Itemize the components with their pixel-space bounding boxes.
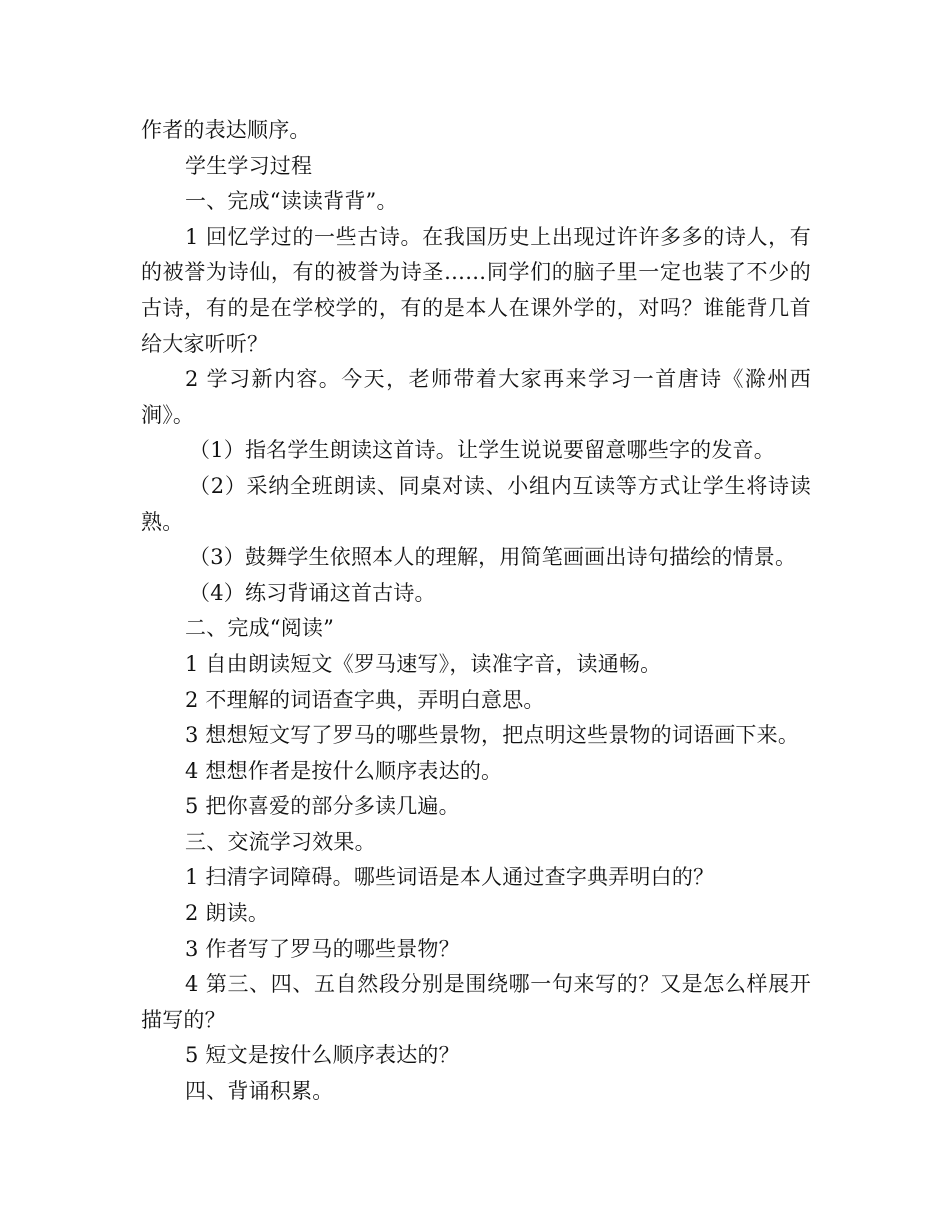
paragraph-item-2-5: 5 把你喜爱的部分多读几遍。 xyxy=(185,794,460,819)
section-heading-3: 三、交流学习效果。 xyxy=(185,829,376,854)
paragraph-subitem-2: （2）采纳全班朗读、同桌对读、小组内互读等方式让学生将诗读熟。 xyxy=(141,473,811,534)
paragraph-item-1-1: 1 回忆学过的一些古诗。在我国历史上出现过许许多多的诗人，有的被誉为诗仙，有的被誉为诗圣……同学们的脑子里一定也装了不少的古诗，有的是在学校学的，有的是本人在课外学的，对吗？谁能背几首给大家听听？ xyxy=(141,224,811,356)
paragraph-continuation: 作者的表达顺序。 xyxy=(141,118,311,142)
paragraph-item-3-4: 4 第三、四、五自然段分别是围绕哪一句来写的？又是怎么样展开描写的？ xyxy=(141,972,811,1032)
paragraph-item-2-2: 2 不理解的词语查字典，弄明白意思。 xyxy=(185,687,545,712)
paragraph-item-3-1: 1 扫清字词障碍。哪些词语是本人通过查字典弄明白的？ xyxy=(185,865,715,890)
paragraph-item-2-1: 1 自由朗读短文《罗马速写》，读准字音，读通畅。 xyxy=(185,651,662,676)
section-heading-1: 一、完成“读读背背”。 xyxy=(185,189,398,214)
paragraph-item-2-4: 4 想想作者是按什么顺序表达的。 xyxy=(185,758,503,783)
paragraph-item-2-3: 3 想想短文写了罗马的哪些景物，把点明这些景物的词语画下来。 xyxy=(185,723,800,748)
paragraph-subitem-3: （3）鼓舞学生依照本人的理解，用简笔画画出诗句描绘的情景。 xyxy=(189,545,797,570)
document-body xyxy=(141,113,811,1110)
section-heading-2: 二、完成“阅读” xyxy=(185,616,335,641)
paragraph-subitem-4: （4）练习背诵这首古诗。 xyxy=(189,580,436,605)
section-heading-student-process: 学生学习过程 xyxy=(185,153,313,178)
paragraph-item-3-2: 2 朗读。 xyxy=(185,901,270,926)
paragraph-item-3-5: 5 短文是按什么顺序表达的？ xyxy=(185,1043,460,1068)
paragraph-subitem-1: （1）指名学生朗读这首诗。让学生说说要留意哪些字的发音。 xyxy=(189,438,775,463)
paragraph-item-1-2: 2 学习新内容。今天，老师带着大家再来学习一首唐诗《滁州西涧》。 xyxy=(141,367,811,427)
paragraph-item-3-3: 3 作者写了罗马的哪些景物？ xyxy=(185,936,460,961)
section-heading-4: 四、背诵积累。 xyxy=(185,1079,334,1104)
